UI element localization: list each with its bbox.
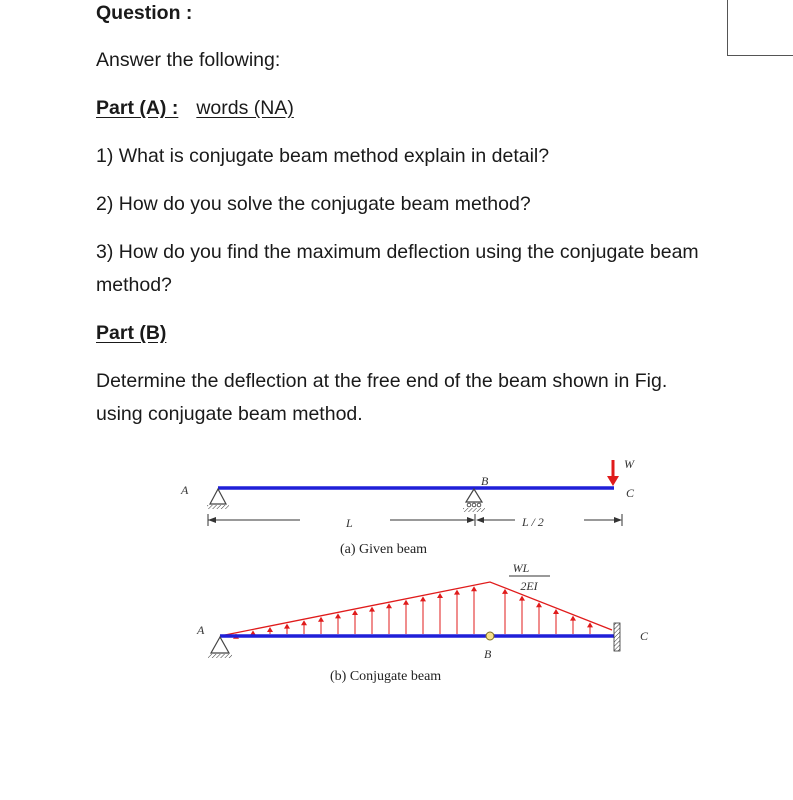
given-label-b: B xyxy=(481,474,489,488)
part-a-heading xyxy=(96,97,294,120)
given-label-a: A xyxy=(181,483,189,497)
given-support-a-ground xyxy=(207,505,229,509)
load-arrow-head xyxy=(536,602,542,607)
load-diagram-outline xyxy=(220,582,612,636)
given-label-c: C xyxy=(626,486,635,500)
load-arrow-head xyxy=(454,590,460,595)
given-support-a xyxy=(210,489,226,504)
load-arrow-head xyxy=(437,593,443,598)
load-numerator: WL xyxy=(512,561,530,575)
dim-l2: L / 2 xyxy=(522,515,544,529)
corner-box xyxy=(727,0,793,56)
load-arrow-head xyxy=(335,613,341,618)
conj-label-b: B xyxy=(484,647,492,661)
load-arrow-head xyxy=(570,616,576,621)
given-beam xyxy=(180,457,635,557)
conjugate-hinge-b xyxy=(486,632,494,640)
part-b-text-1: Determine the deflection at the free end of the beam shown in Fig. xyxy=(96,370,668,392)
load-arrow-head xyxy=(369,607,375,612)
conjugate-fixed-support-c xyxy=(614,623,620,651)
load-arrow-head xyxy=(267,627,273,632)
given-support-b xyxy=(466,489,482,502)
dim-l: L xyxy=(346,516,353,530)
conjugate-beam xyxy=(196,561,649,684)
load-arrow-head xyxy=(519,596,525,601)
question-2: 2) How do you solve the conjugate beam method? xyxy=(96,193,531,215)
part-a-note: words (NA) xyxy=(196,97,294,119)
conj-label-a: A xyxy=(197,623,205,637)
load-arrow-head xyxy=(301,620,307,625)
load-arrow-head xyxy=(284,624,290,629)
load-arrow-head xyxy=(553,609,559,614)
question-3-cont: method? xyxy=(96,274,172,296)
caption-conjugate: (b) Conjugate beam xyxy=(330,669,442,684)
load-arrow-head xyxy=(403,600,409,605)
load-arrow-head xyxy=(420,596,426,601)
question-1: 1) What is conjugate beam method explain in detail? xyxy=(96,145,550,167)
part-b-heading: Part (B) xyxy=(96,322,167,344)
part-a-label: Part (A) : xyxy=(96,97,179,119)
part-b-text-2: using conjugate beam method. xyxy=(96,403,363,425)
load-arrow-head xyxy=(502,589,508,594)
load-arrow-head xyxy=(352,610,358,615)
load-arrow-head xyxy=(587,622,593,627)
load-arrow-head xyxy=(386,603,392,608)
conjugate-support-a-ground xyxy=(208,654,232,658)
beam-figure xyxy=(0,440,793,700)
intro-text: Answer the following: xyxy=(96,49,281,71)
given-label-w: W xyxy=(624,457,634,471)
load-arrow-head xyxy=(318,617,324,622)
conjugate-support-a xyxy=(211,637,229,653)
conj-label-c: C xyxy=(640,629,649,643)
caption-given: (a) Given beam xyxy=(340,542,428,557)
load-arrow-head xyxy=(471,586,477,591)
load-arrows xyxy=(233,586,593,639)
given-support-b-ground xyxy=(463,508,485,512)
load-denominator: 2EI xyxy=(520,579,538,593)
question-3: 3) How do you find the maximum deflection using the conjugate beam xyxy=(96,241,699,263)
question-title: Question : xyxy=(96,2,193,24)
point-load-head xyxy=(607,476,619,486)
